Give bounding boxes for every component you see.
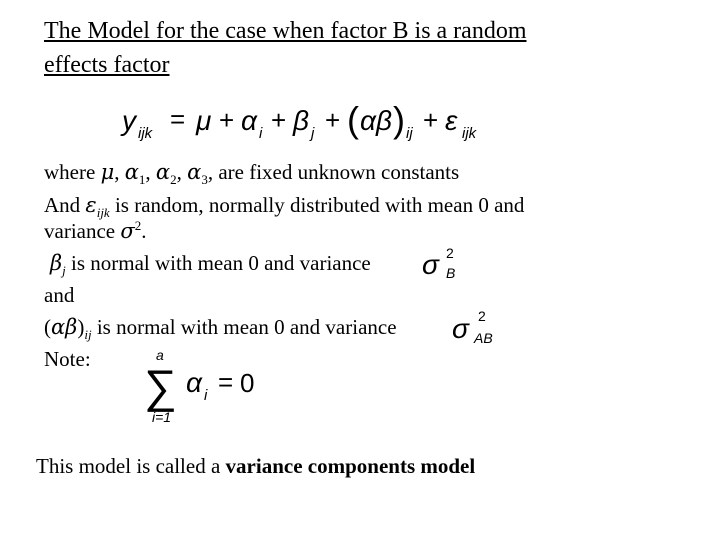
and-text: And [44, 193, 86, 217]
sigma-ab-sup: 2 [478, 308, 486, 324]
eq-beta-sub: j [311, 125, 315, 142]
title-line-2: effects factor [44, 52, 170, 78]
where-text: where [44, 160, 101, 184]
epsilon-sub: ijk [96, 205, 110, 221]
sigma-ab-sub: AB [474, 330, 493, 346]
note-label: Note: [44, 347, 91, 371]
title-line-1: The Model for the case when factor B is a random [44, 18, 527, 44]
comma: , [145, 160, 156, 184]
sum-lower-limit: i=1 [152, 409, 172, 425]
eq-alpha: α [241, 105, 257, 136]
alphabeta-symbol: αβ [51, 315, 78, 339]
variance-text: variance [44, 219, 121, 243]
beta-text: is normal with mean 0 and variance [65, 251, 371, 275]
lparen: ( [44, 315, 51, 339]
sigma-b-squared [420, 244, 470, 284]
alphabeta-text: is normal with mean 0 and variance [91, 315, 397, 339]
and-line: and [44, 283, 75, 307]
eq-beta: β [293, 105, 309, 136]
sum-upper-limit: a [156, 347, 164, 363]
eq-y-sub: ijk [138, 125, 153, 142]
sum-sigma-symbol: ∑ [144, 360, 177, 412]
eq-rparen: ) [393, 99, 405, 140]
sigma-symbol: σ [120, 219, 135, 243]
eq-mu: μ [196, 105, 212, 136]
epsilon-symbol: ε [85, 193, 97, 217]
where-suffix: , are fixed unknown constants [207, 160, 460, 184]
beta-symbol: β [50, 251, 63, 275]
sum-alpha-sub: i [204, 387, 208, 404]
alphabeta-sub: ij [84, 327, 92, 343]
slide-title [44, 14, 527, 82]
alpha-symbol: α [187, 160, 202, 184]
alpha-sub-1: 1 [138, 172, 146, 188]
beta-line [50, 251, 371, 279]
where-line [44, 160, 460, 188]
alphabeta-line [44, 315, 397, 343]
eq-plus-1: + [219, 105, 235, 135]
and-suffix: is random, normally distributed with mean 0 and [109, 193, 525, 217]
sigma-ab-symbol: σ [452, 313, 469, 344]
footer-text [36, 454, 475, 479]
comma: , [176, 160, 188, 184]
and-epsilon-line [44, 193, 525, 221]
rparen: ) [77, 315, 85, 339]
sum-zero: 0 [240, 368, 255, 398]
footer-prefix: This model is called a [36, 454, 226, 478]
sigma-b-sup: 2 [446, 245, 454, 261]
eq-plus-2: + [271, 105, 287, 135]
alpha-symbol: α [155, 160, 171, 184]
sum-alpha: α [186, 367, 202, 398]
mu-symbol: μ [100, 160, 115, 184]
eq-alphabeta: αβ [360, 105, 392, 136]
eq-plus-4: + [423, 105, 439, 135]
period: . [141, 219, 147, 243]
sigma-b-sub: B [446, 265, 456, 281]
variance-line [44, 219, 146, 243]
beta-sub: j [62, 263, 66, 279]
model-equation [120, 96, 500, 146]
eq-epsilon-sub: ijk [462, 125, 477, 142]
alpha-symbol: α [124, 160, 139, 184]
eq-equals: = [170, 104, 186, 134]
footer-bold-term: variance components model [225, 454, 476, 478]
eq-epsilon: ε [445, 105, 458, 136]
eq-plus-3: + [325, 105, 341, 135]
comma: , [114, 160, 125, 184]
eq-alpha-sub: i [259, 125, 263, 142]
eq-ab-sub: ij [406, 125, 413, 142]
alpha-sub-3: 3 [201, 172, 208, 188]
sigma-b-symbol: σ [422, 249, 439, 280]
alpha-sub-2: 2 [170, 172, 177, 188]
sum-constraint [140, 346, 270, 428]
sum-equals: = [218, 367, 234, 397]
sigma-sup: 2 [134, 218, 142, 233]
sigma-ab-squared [450, 306, 510, 348]
eq-y: y [122, 105, 136, 136]
eq-lparen: ( [347, 99, 359, 140]
